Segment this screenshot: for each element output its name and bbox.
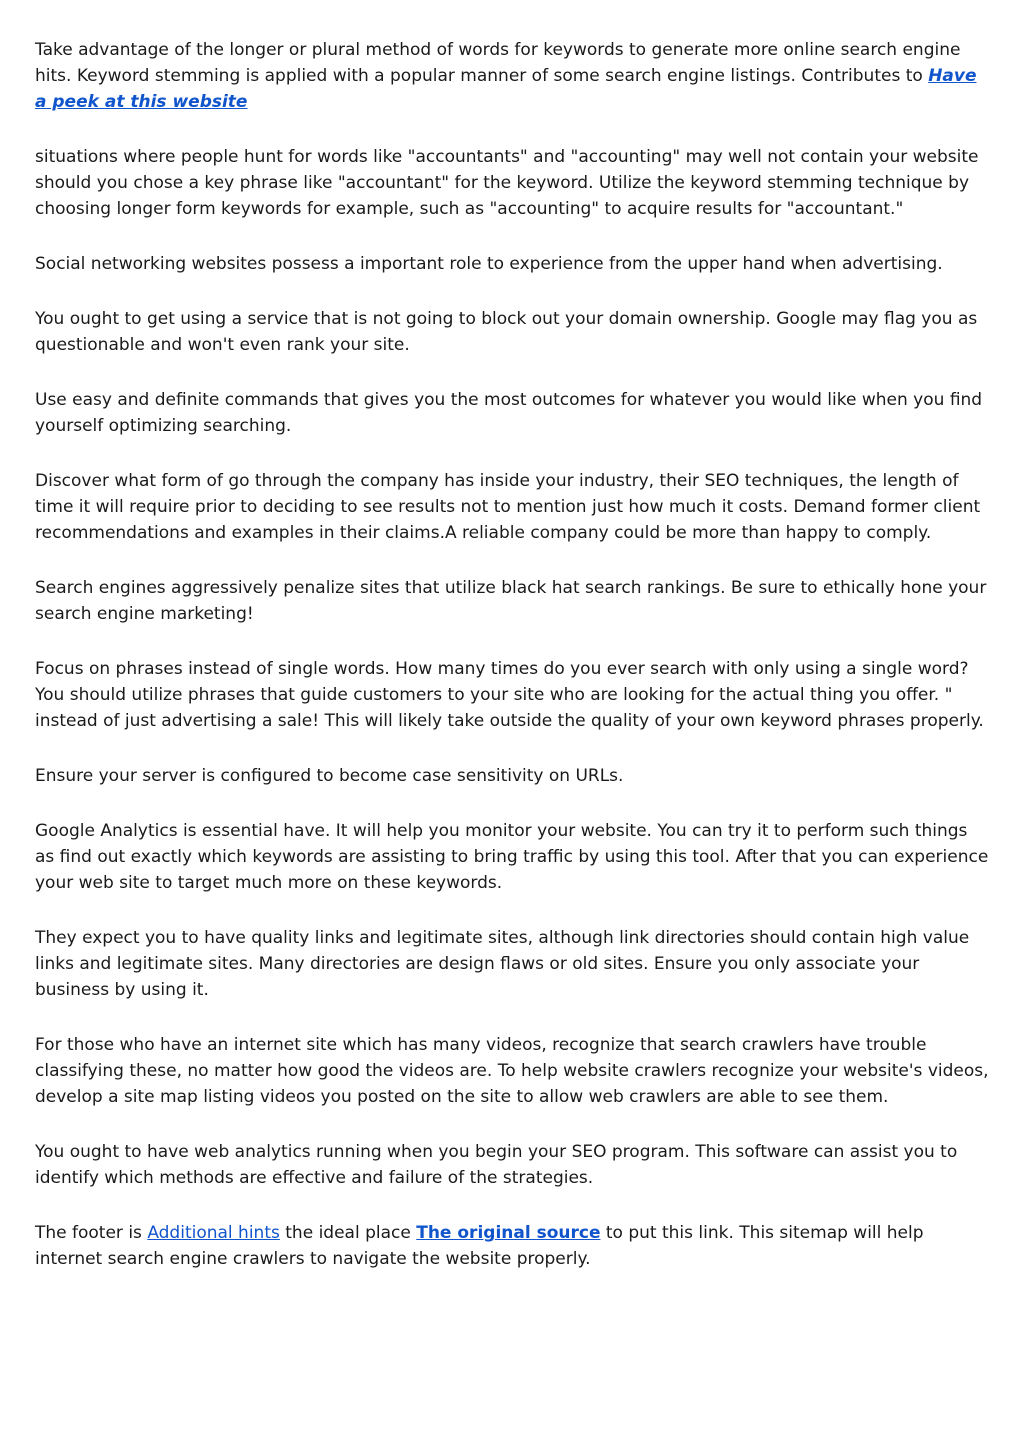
paragraph-web-analytics: You ought to have web analytics running when you begin your SEO program. This software can assist you to identify which methods are effective and failure of the strategies. (35, 1142, 958, 1188)
paragraph-text: The footer is (35, 1223, 148, 1243)
document-page (35, 37, 990, 1301)
paragraph-keyword-plural (35, 37, 990, 115)
paragraph-company-experience: Discover what form of go through the company has inside your industry, their SEO techniques, the length of time it will require prior to deciding to see results not to mention just how much it costs. Demand former client recommendations and examples in their claims.A reliable company could be more than happy to comply. (35, 471, 981, 543)
have-a-peek-link[interactable]: Have a peek at this website (35, 66, 977, 112)
original-source-link[interactable]: The original source (416, 1223, 601, 1243)
paragraph-text: Take advantage of the longer or plural method of words for keywords to generate more online search engine hits. Keyword stemming is applied with a popular manner of some search engine listings. Contributes to (35, 40, 961, 86)
paragraph-commands: Use easy and definite commands that gives you the most outcomes for whatever you would like when you find yourself optimizing searching. (35, 390, 983, 436)
paragraph-phrases: Focus on phrases instead of single words. How many times do you ever search with only using a single word? You should utilize phrases that guide customers to your site who are looking for the actual thing you offer. " instead of just advertising a sale! This will likely take outside the quality of your own keyword phrases properly. (35, 659, 984, 731)
paragraph-videos: For those who have an internet site which has many videos, recognize that search crawlers have trouble classifying these, no matter how good the videos are. To help website crawlers recognize your website's videos, develop a site map listing videos you posted on the site to allow web crawlers are able to see them. (35, 1035, 989, 1107)
additional-hints-link[interactable]: Additional hints (147, 1223, 280, 1243)
paragraph-keyword-stemming: situations where people hunt for words like "accountants" and "accounting" may well not contain your website should you chose a key phrase like "accountant" for the keyword. Utilize the keyword stemming technique by choosing longer form keywords for example, such as "accounting" to acquire results for "accountant." (35, 147, 979, 219)
paragraph-link-directories: They expect you to have quality links and legitimate sites, although link directories should contain high value links and legitimate sites. Many directories are design flaws or old sites. Ensure you only associate your business by using it. (35, 928, 970, 1000)
paragraph-footer-sitemap (35, 1220, 990, 1272)
paragraph-domain-ownership: You ought to get using a service that is not going to block out your domain ownership. Google may flag you as questionable and won't even rank your site. (35, 309, 978, 355)
paragraph-google-analytics: Google Analytics is essential have. It will help you monitor your website. You can try it to perform such things as find out exactly which keywords are assisting to bring traffic by using this tool. After that you can experience your web site to target much more on these keywords. (35, 821, 989, 893)
paragraph-social-networking: Social networking websites possess a important role to experience from the upper hand when advertising. (35, 254, 943, 274)
paragraph-text: to put this link. This sitemap will help internet search engine crawlers to navigate the website properly. (35, 1223, 924, 1269)
paragraph-black-hat: Search engines aggressively penalize sites that utilize black hat search rankings. Be sure to ethically hone your search engine marketing! (35, 578, 987, 624)
paragraph-text: the ideal place (279, 1223, 417, 1243)
paragraph-case-sensitivity: Ensure your server is configured to become case sensitivity on URLs. (35, 766, 624, 786)
